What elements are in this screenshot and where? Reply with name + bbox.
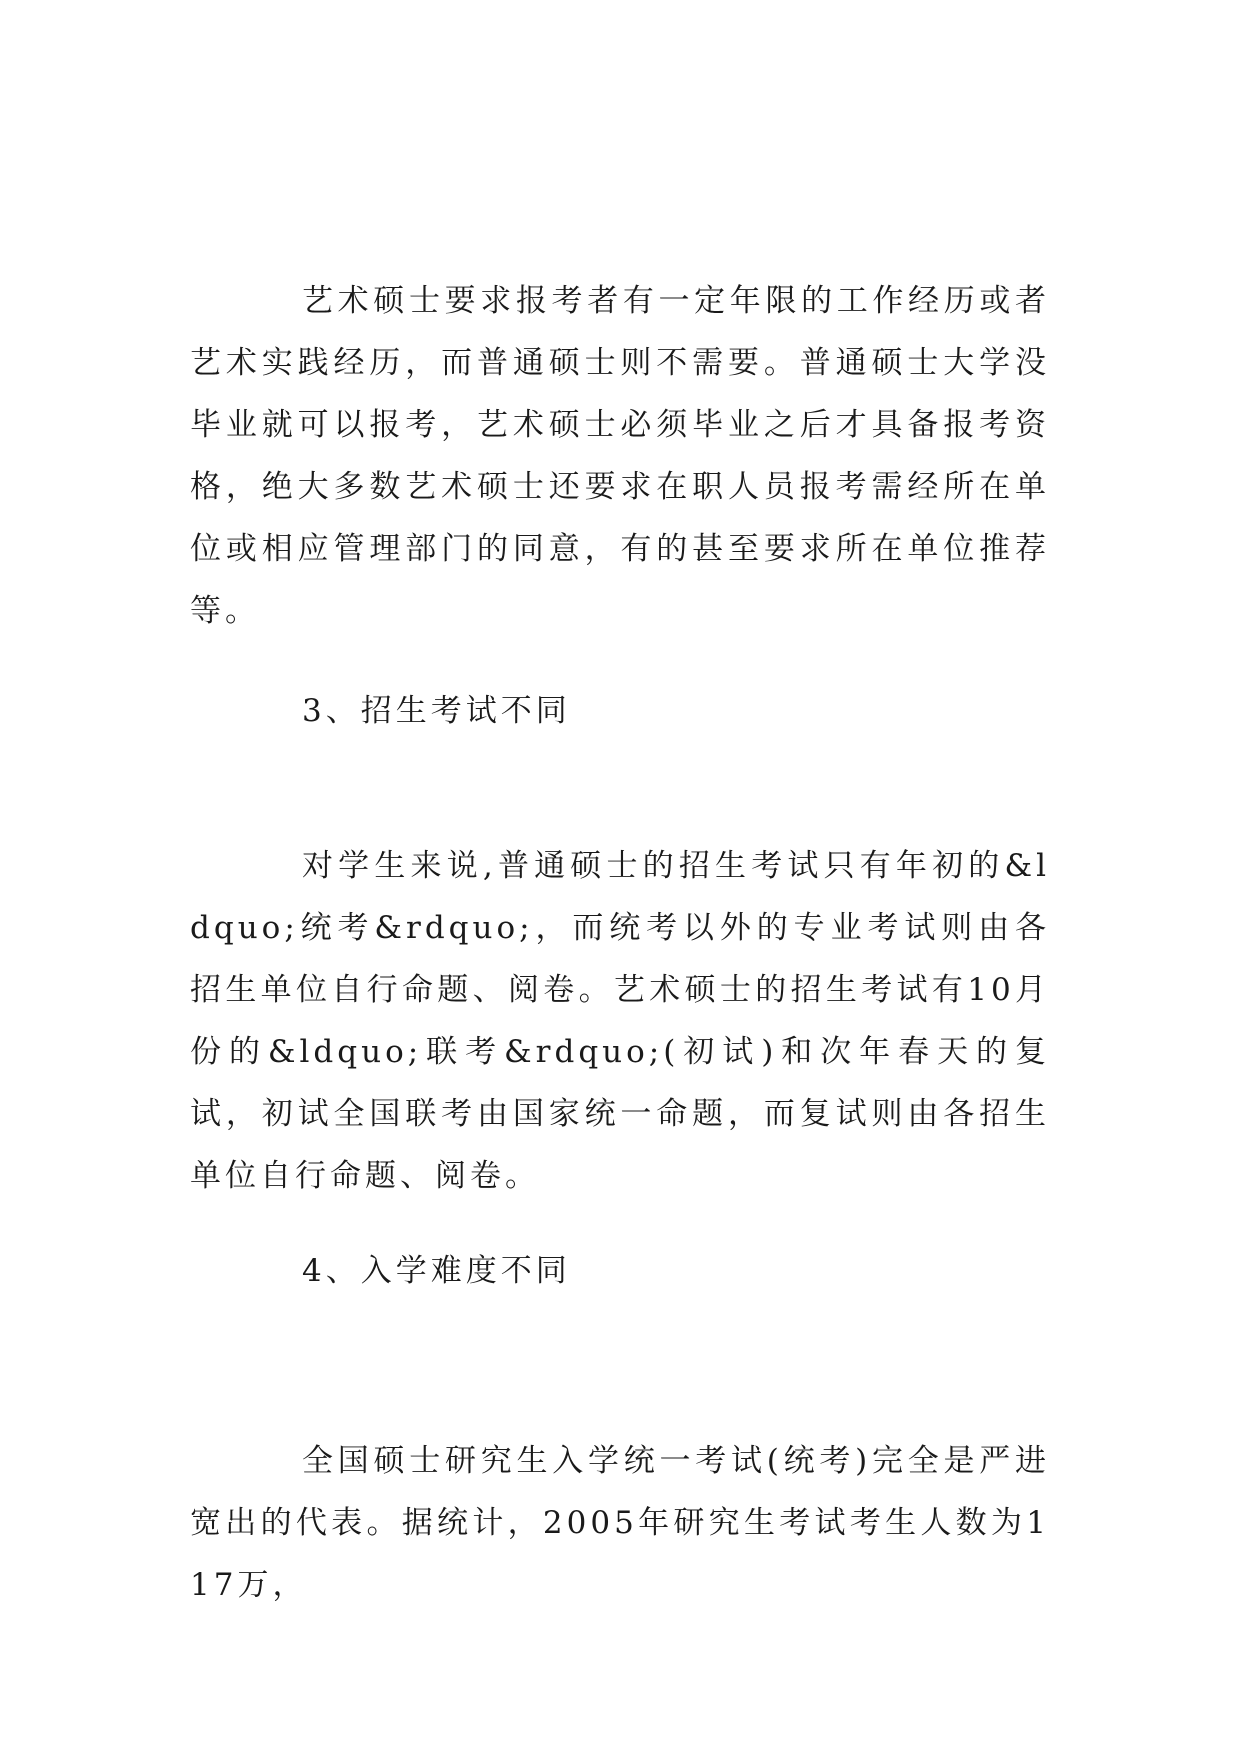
section-heading: 4、入学难度不同 (302, 1253, 571, 1289)
body-paragraph: 全国硕士研究生入学统一考试(统考)完全是严进宽出的代表。据统计，2005年研究生考试考生人数为117万， (190, 1443, 1050, 1603)
body-paragraph: 对学生来说,普通硕士的招生考试只有年初的&ldquo;统考&rdquo;，而统考以外的专业考试则由各招生单位自行命题、阅卷。艺术硕士的招生考试有10月份的&ldquo;联考&rdquo;(初试)和次年春天的复试，初试全国联考由国家统一命题，而复试则由各招生单位自行命题、阅卷。 (190, 848, 1050, 1194)
section-heading: 3、招生考试不同 (302, 693, 571, 729)
body-paragraph: 艺术硕士要求报考者有一定年限的工作经历或者艺术实践经历，而普通硕士则不需要。普通硕士大学没毕业就可以报考，艺术硕士必须毕业之后才具备报考资格，绝大多数艺术硕士还要求在职人员报考需经所在单位或相应管理部门的同意，有的甚至要求所在单位推荐等。 (190, 283, 1050, 629)
